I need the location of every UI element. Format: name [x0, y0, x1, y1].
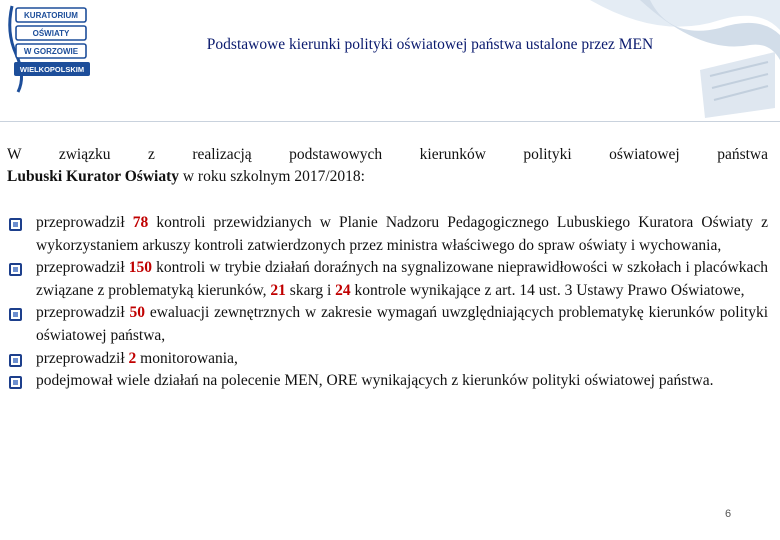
item-text: przeprowadził	[36, 259, 129, 277]
checkbox-bullet-icon	[9, 308, 22, 321]
item-count: 50	[129, 304, 146, 322]
intro-line-2-rest: w roku szkolnym 2017/2018:	[178, 168, 365, 185]
item-count: 78	[132, 214, 149, 231]
list-item	[9, 302, 768, 347]
logo-line-1: KURATORIUM	[24, 11, 78, 20]
intro-line-1: W związku z realizacją podstawowych kierunków polityki oświatowej państwa	[7, 146, 768, 163]
intro-subject: Lubuski Kurator Oświaty	[7, 168, 179, 185]
checkbox-bullet-icon	[9, 218, 22, 231]
page-title: Podstawowe kierunki polityki oświatowej państwa ustalone przez MEN	[206, 36, 654, 53]
item-text: kontroli przewidzianych w Planie Nadzoru Pedagogicznego Lubuskiego Kuratora Oświaty z wykorzystaniem arkuszy kontroli zatwierdzonych przez ministra właściwego do spraw oświaty i wychowania,	[36, 214, 768, 254]
logo-line-3: W GORZOWIE	[23, 47, 79, 56]
activity-list	[9, 212, 768, 393]
list-item	[9, 212, 768, 257]
item-text: kontrole wynikające z art. 14 ust. 3 Ustawy Prawo Oświatowe,	[350, 281, 745, 299]
item-text: skarg i	[285, 281, 336, 299]
item-text: podejmował wiele działań na polecenie MEN, ORE wynikających z kierunków polityki oświatowej państwa.	[36, 372, 714, 390]
intro-line-2	[7, 166, 768, 188]
kuratorium-logo	[2, 2, 102, 94]
page-number: 6	[725, 508, 732, 520]
item-text: monitorowania,	[136, 349, 238, 367]
item-text: przeprowadził	[36, 214, 133, 231]
list-item	[9, 370, 768, 393]
checkbox-bullet-icon	[9, 376, 22, 389]
logo-line-4: WIELKOPOLSKIM	[19, 65, 85, 74]
item-count: 150	[128, 259, 153, 277]
item-text: przeprowadził	[36, 304, 130, 322]
item-text: przeprowadził	[36, 349, 129, 367]
logo-line-2: OŚWIATY	[32, 29, 70, 38]
list-item	[9, 348, 768, 371]
item-text: kontroli w trybie działań doraźnych na sygnalizowane nieprawidłowości w szkołach i placówkach związane z problematyką kierunków,	[36, 259, 768, 299]
intro-paragraph	[7, 144, 768, 188]
item-count: 24	[335, 281, 351, 299]
checkbox-bullet-icon	[9, 263, 22, 276]
header-divider	[0, 121, 780, 122]
list-item	[9, 257, 768, 302]
checkbox-bullet-icon	[9, 354, 22, 367]
item-text: ewaluacji zewnętrznych w zakresie wymagań uwzględniających problematykę kierunków polityki oświatowej państwa,	[36, 304, 768, 344]
decorative-ribbon-graphic	[520, 0, 780, 125]
item-count: 21	[270, 281, 286, 299]
item-count: 2	[128, 349, 137, 367]
